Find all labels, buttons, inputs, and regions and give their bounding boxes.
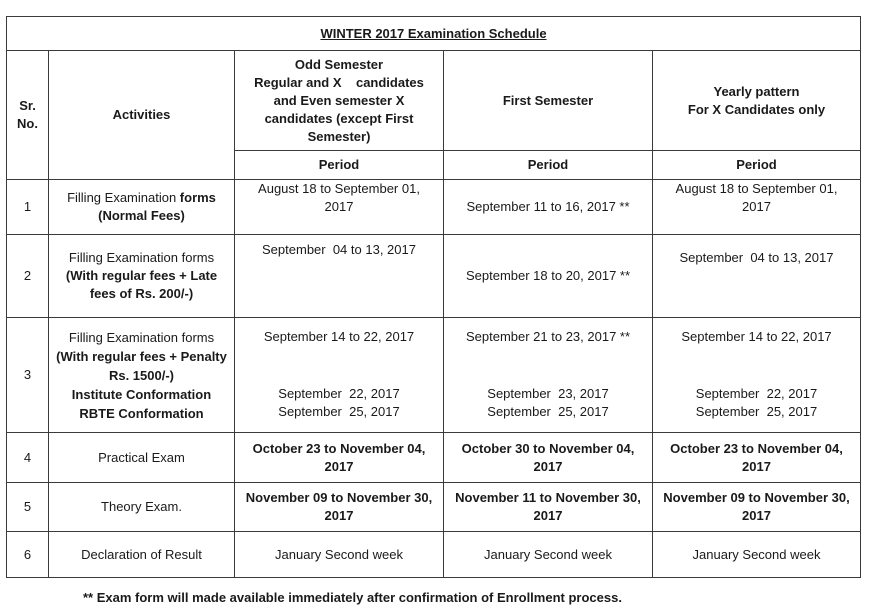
row-sr: 6 (7, 532, 49, 578)
row-sr: 2 (7, 235, 49, 318)
table-title-cell (7, 17, 861, 51)
yearly-period-range: September 14 to 22, 2017 (681, 329, 832, 344)
row-activity: Filling Examination forms (With regular fees + Penalty Rs. 1500/-) Institute Conformation RBTE Conformation (49, 318, 235, 433)
table-title: WINTER 2017 Examination Schedule (320, 25, 547, 41)
row-yearly-period: September 04 to 13, 2017 (653, 235, 861, 318)
first-period-range: September 21 to 23, 2017 ** (465, 329, 631, 344)
row-activity: Filling Examination forms (Normal Fees) (49, 180, 235, 235)
table-row (7, 483, 861, 532)
row-odd-period: October 23 to November 04, 2017 (235, 433, 444, 483)
header-sr: Sr. No. (7, 51, 49, 180)
row-activity: Theory Exam. (49, 483, 235, 532)
header-period-odd: Period (235, 151, 444, 180)
row-first-period: October 30 to November 04, 2017 (444, 433, 653, 483)
row-odd-period: November 09 to November 30, 2017 (235, 483, 444, 532)
row-yearly-period (653, 318, 861, 433)
row-yearly-period: November 09 to November 30, 2017 (653, 483, 861, 532)
table-row (7, 532, 861, 578)
row-odd-period: August 18 to September 01, 2017 (235, 180, 444, 235)
first-period-confirmation: September 23, 2017 September 25, 2017 (487, 386, 609, 419)
row-first-period: November 11 to November 30, 2017 (444, 483, 653, 532)
row-activity: Filling Examination forms (With regular fees + Late fees of Rs. 200/-) (49, 235, 235, 318)
row-activity: Practical Exam (49, 433, 235, 483)
schedule-table (6, 16, 861, 578)
table-row (7, 433, 861, 483)
odd-period-range: September 14 to 22, 2017 (263, 329, 415, 344)
row-yearly-period: October 23 to November 04, 2017 (653, 433, 861, 483)
table-row (7, 318, 861, 433)
row-odd-period: September 04 to 13, 2017 (235, 235, 444, 318)
odd-period-confirmation: September 22, 2017 September 25, 2017 (278, 386, 400, 419)
table-row (7, 180, 861, 235)
header-period-first: Period (444, 151, 653, 180)
row-first-period: January Second week (444, 532, 653, 578)
row-sr: 1 (7, 180, 49, 235)
header-period-yearly: Period (653, 151, 861, 180)
row-activity: Declaration of Result (49, 532, 235, 578)
schedule-container (6, 16, 860, 578)
row-first-period: September 11 to 16, 2017 ** (444, 180, 653, 235)
header-activities: Activities (49, 51, 235, 180)
row-first-period: September 18 to 20, 2017 ** (444, 235, 653, 318)
header-yearly-pattern: Yearly pattern For X Candidates only (653, 51, 861, 151)
row-odd-period: January Second week (235, 532, 444, 578)
row-yearly-period: August 18 to September 01, 2017 (653, 180, 861, 235)
row-sr: 4 (7, 433, 49, 483)
yearly-period-confirmation: September 22, 2017 September 25, 2017 (695, 386, 818, 419)
row-sr: 3 (7, 318, 49, 433)
row-first-period (444, 318, 653, 433)
footnote: ** Exam form will made available immediately after confirmation of Enrollment process. (83, 590, 622, 605)
row-sr: 5 (7, 483, 49, 532)
header-first-semester: First Semester (444, 51, 653, 151)
header-odd-semester: Odd Semester Regular and X candidates and Even semester X candidates (except First Semester) (235, 51, 444, 151)
row-yearly-period: January Second week (653, 532, 861, 578)
table-row (7, 235, 861, 318)
row-odd-period (235, 318, 444, 433)
